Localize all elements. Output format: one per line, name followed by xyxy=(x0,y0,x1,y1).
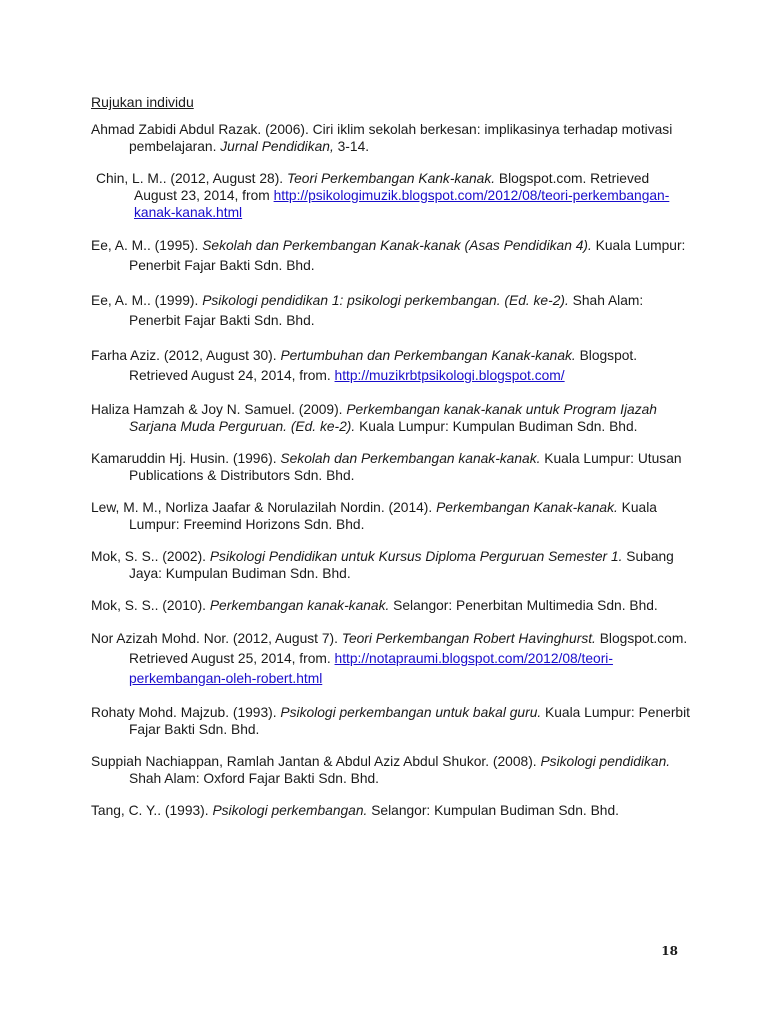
reference-authors: Lew, M. M., Norliza Jaafar & Norulazilah Nordin. (2014). xyxy=(91,500,437,515)
reference-item xyxy=(91,597,691,614)
reference-title: Psikologi perkembangan. xyxy=(212,803,368,818)
reference-authors: Kamaruddin Hj. Husin. (1996). xyxy=(91,451,281,466)
reference-title: Psikologi pendidikan 1: psikologi perkembangan. (Ed. ke-2). xyxy=(202,293,569,308)
reference-publisher: Blogspot.com. Retrieved August 25, 2014, from. xyxy=(129,631,688,666)
reference-publisher: Kuala Lumpur: Penerbit Fajar Bakti Sdn. Bhd. xyxy=(129,238,686,273)
reference-item xyxy=(91,499,691,533)
reference-publisher: Shah Alam: Oxford Fajar Bakti Sdn. Bhd. xyxy=(129,771,380,786)
reference-title: Perkembangan kanak-kanak. xyxy=(209,598,390,613)
reference-link[interactable]: http://muzikrbtpsikologi.blogspot.com/ xyxy=(334,368,565,383)
reference-publisher: Kuala Lumpur: Utusan Publications & Distributors Sdn. Bhd. xyxy=(129,451,682,483)
reference-item xyxy=(91,802,691,819)
reference-item xyxy=(91,401,691,435)
reference-link[interactable]: http://notapraumi.blogspot.com/2012/08/teori-perkembangan-oleh-robert.html xyxy=(129,651,613,686)
reference-item xyxy=(91,629,691,689)
reference-title: Teori Perkembangan Robert Havinghurst. xyxy=(341,631,596,646)
reference-list xyxy=(91,121,691,834)
reference-title: Psikologi pendidikan. xyxy=(540,754,671,769)
reference-title: Psikologi Pendidikan untuk Kursus Diploma Perguruan Semester 1. xyxy=(209,549,623,564)
reference-title: Perkembangan Kanak-kanak. xyxy=(436,500,618,515)
page-number: 18 xyxy=(661,944,678,958)
reference-publisher: Blogspot. Retrieved August 24, 2014, from. xyxy=(129,348,638,383)
reference-item xyxy=(91,753,691,787)
reference-item xyxy=(91,121,691,155)
reference-item xyxy=(91,548,691,582)
reference-publisher: Selangor: Kumpulan Budiman Sdn. Bhd. xyxy=(367,803,619,818)
reference-title: Sekolah dan Perkembangan kanak-kanak. xyxy=(280,451,541,466)
reference-authors: Ahmad Zabidi Abdul Razak. (2006). Ciri iklim sekolah berkesan: implikasinya terhadap motivasi pembelajaran. xyxy=(91,122,673,154)
reference-authors: Ee, A. M.. (1999). xyxy=(91,293,203,308)
reference-authors: Ee, A. M.. (1995). xyxy=(91,238,203,253)
reference-item xyxy=(91,236,691,276)
reference-item xyxy=(91,346,691,386)
reference-authors: Chin, L. M.. (2012, August 28). xyxy=(96,171,287,186)
reference-publisher: Blogspot.com. Retrieved August 23, 2014, from xyxy=(134,171,650,203)
references-heading: Rujukan individu xyxy=(91,94,194,110)
reference-publisher: Subang Jaya: Kumpulan Budiman Sdn. Bhd. xyxy=(129,549,674,581)
reference-authors: Rohaty Mohd. Majzub. (1993). xyxy=(91,705,281,720)
reference-authors: Mok, S. S.. (2010). xyxy=(91,598,210,613)
reference-title: Psikologi perkembangan untuk bakal guru. xyxy=(280,705,542,720)
reference-item xyxy=(91,170,691,221)
reference-title: Jurnal Pendidikan, xyxy=(220,139,334,154)
reference-item xyxy=(91,291,691,331)
reference-authors: Suppiah Nachiappan, Ramlah Jantan & Abdul Aziz Abdul Shukor. (2008). xyxy=(91,754,541,769)
reference-title: Teori Perkembangan Kank-kanak. xyxy=(286,171,496,186)
reference-link[interactable]: http://psikologimuzik.blogspot.com/2012/08/teori-perkembangan-kanak-kanak.html xyxy=(134,188,670,220)
reference-title: Pertumbuhan dan Perkembangan Kanak-kanak. xyxy=(280,348,576,363)
reference-authors: Tang, C. Y.. (1993). xyxy=(91,803,213,818)
reference-item xyxy=(91,450,691,484)
reference-publisher: Kuala Lumpur: Penerbit Fajar Bakti Sdn. Bhd. xyxy=(129,705,690,737)
reference-title: Sekolah dan Perkembangan Kanak-kanak (Asas Pendidikan 4). xyxy=(202,238,592,253)
reference-authors: Haliza Hamzah & Joy N. Samuel. (2009). xyxy=(91,402,347,417)
reference-title: Perkembangan kanak-kanak untuk Program Ijazah Sarjana Muda Perguruan. (Ed. ke-2). xyxy=(129,402,657,434)
reference-item xyxy=(91,704,691,738)
reference-authors: Mok, S. S.. (2002). xyxy=(91,549,210,564)
reference-authors: Farha Aziz. (2012, August 30). xyxy=(91,348,281,363)
reference-publisher: Kuala Lumpur: Kumpulan Budiman Sdn. Bhd. xyxy=(355,419,638,434)
reference-authors: Nor Azizah Mohd. Nor. (2012, August 7). xyxy=(91,631,342,646)
reference-publisher: Kuala Lumpur: Freemind Horizons Sdn. Bhd. xyxy=(129,500,657,532)
reference-publisher: Shah Alam: Penerbit Fajar Bakti Sdn. Bhd. xyxy=(129,293,644,328)
reference-publisher: 3-14. xyxy=(333,139,370,154)
reference-publisher: Selangor: Penerbitan Multimedia Sdn. Bhd. xyxy=(389,598,658,613)
